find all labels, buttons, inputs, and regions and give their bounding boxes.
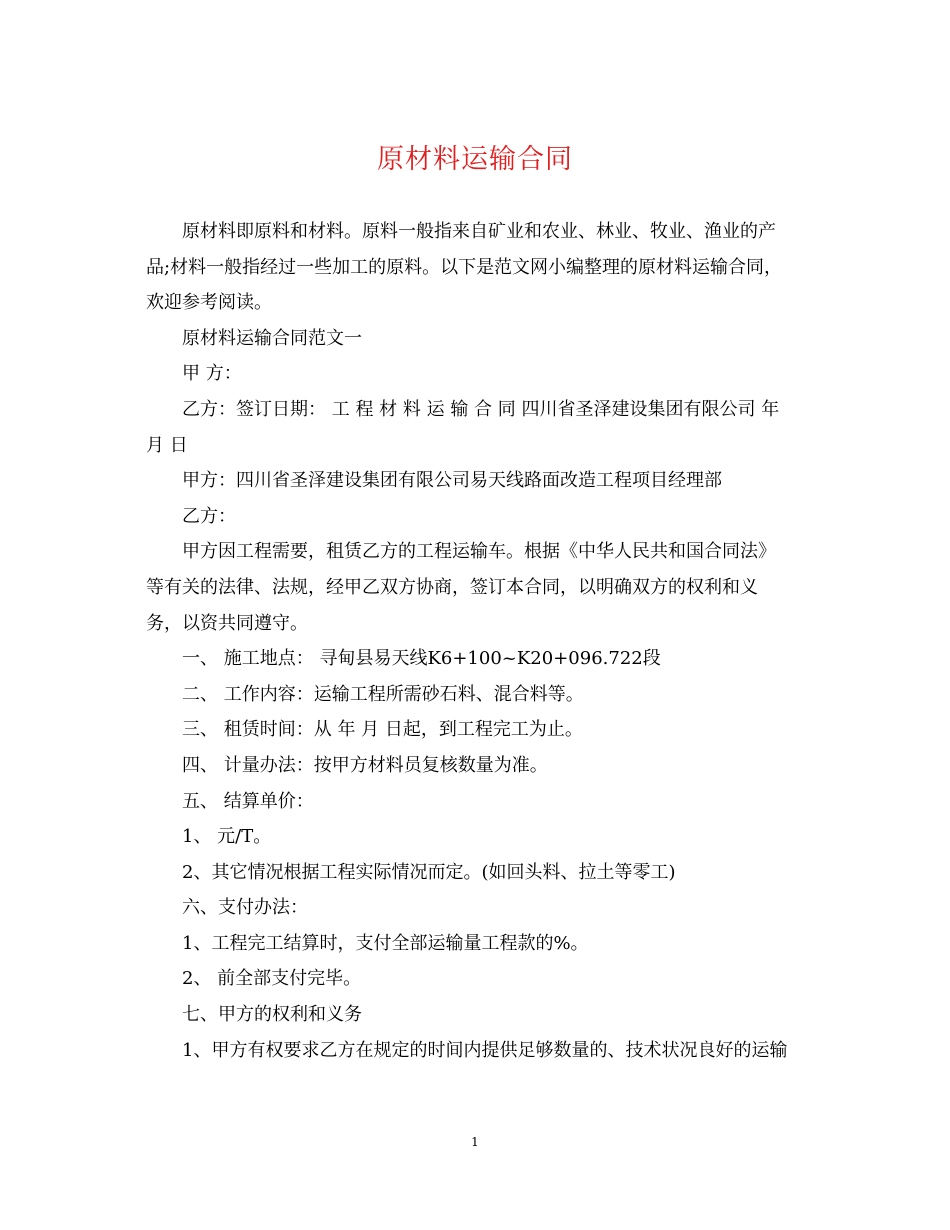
text-line: 等有关的法律、法规，经甲乙双方协商，签订本合同，以明确双方的权利和义: [146, 576, 758, 598]
text-line: 乙方：: [182, 505, 236, 527]
clause-6-item-2: [146, 961, 808, 997]
text-line: 1、甲方有权要求乙方在规定的时间内提供足够数量的、技术状况良好的运输: [182, 1039, 788, 1061]
clause-4-measurement: [146, 748, 808, 784]
clause-2-work-content: [146, 677, 808, 713]
clause-7-party-a-rights: [146, 997, 808, 1033]
paragraph-party-b-date: [146, 392, 808, 463]
clause-5-item-2: [146, 855, 808, 891]
clause-5-item-1: [146, 819, 808, 855]
text-line: 欢迎参考阅读。: [146, 292, 272, 314]
clause-7-item-1: [146, 1033, 808, 1069]
paragraph-sample-heading: [146, 321, 808, 357]
text-line: 原材料运输合同范文一: [182, 327, 362, 349]
paragraph-preamble: [146, 534, 808, 641]
text-line: 二、 工作内容：运输工程所需砂石料、混合料等。: [182, 683, 584, 705]
paragraph-party-a-blank: [146, 356, 808, 392]
text-line: 七、甲方的权利和义务: [182, 1004, 362, 1026]
text-line: 1、工程完工结算时，支付全部运输量工程款的%。: [182, 932, 589, 954]
clause-6-payment: [146, 890, 808, 926]
text-line: 甲方：四川省圣泽建设集团有限公司易天线路面改造工程项目经理部: [182, 470, 722, 492]
text-line: 甲 方：: [182, 363, 242, 385]
text-line: 2、 前全部支付完毕。: [182, 968, 362, 990]
text-line: 2、其它情况根据工程实际情况而定。(如回头料、拉土等零工): [182, 861, 676, 883]
text-line: 六、支付办法：: [182, 897, 308, 919]
document-body: [146, 214, 808, 1068]
text-line: 一、 施工地点： 寻甸县易天线K6+100~K20+096.722段: [182, 648, 661, 670]
paragraph-party-a: [146, 463, 808, 499]
page-number: 1: [471, 1135, 479, 1149]
paragraph-intro: [146, 214, 808, 321]
clause-6-item-1: [146, 926, 808, 962]
text-line: 五、 结算单价：: [182, 790, 314, 812]
text-line: 品;材料一般指经过一些加工的原料。以下是范文网小编整理的原材料运输合同，: [146, 256, 783, 278]
paragraph-party-b: [146, 499, 808, 535]
text-line: 1、 元/T。: [182, 826, 272, 848]
document-title: 原材料运输合同: [377, 144, 573, 175]
text-line: 月 日: [146, 434, 188, 456]
text-line: 三、 租赁时间：从 年 月 日起，到工程完工为止。: [182, 719, 583, 741]
text-line: 甲方因工程需要，租赁乙方的工程运输车。根据《中华人民共和国合同法》: [182, 541, 776, 563]
clause-3-lease-time: [146, 712, 808, 748]
text-line: 原材料即原料和材料。原料一般指来自矿业和农业、林业、牧业、渔业的产: [182, 221, 776, 242]
text-line: 四、 计量办法：按甲方材料员复核数量为准。: [182, 754, 548, 776]
text-line: 乙方：签订日期： 工 程 材 料 运 输 合 同 四川省圣泽建设集团有限公司 年: [182, 398, 780, 420]
clause-1-location: [146, 641, 808, 677]
clause-5-unit-price: [146, 784, 808, 820]
text-line: 务，以资共同遵守。: [146, 612, 308, 634]
